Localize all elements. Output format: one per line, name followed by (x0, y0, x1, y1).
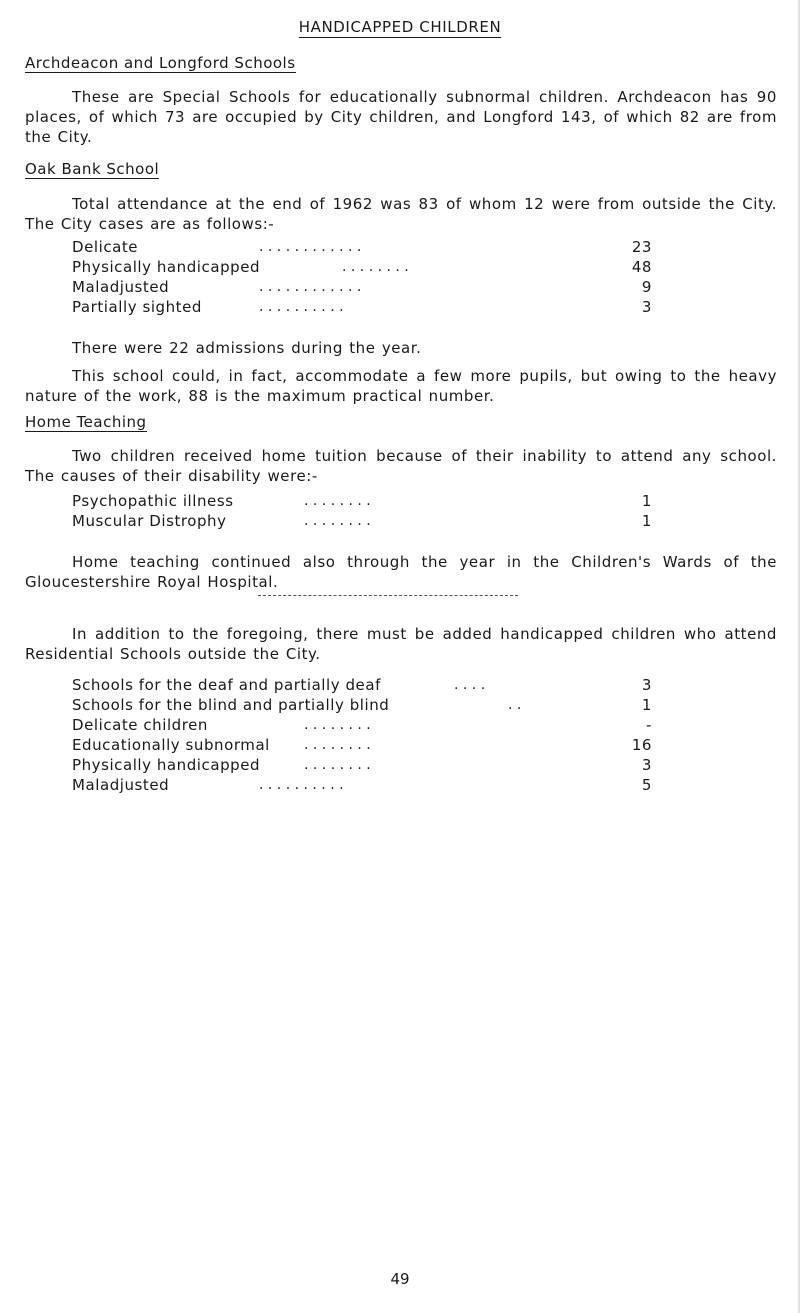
row-label: Maladjusted (72, 278, 170, 296)
row-value: 48 (631, 258, 652, 276)
capacity-text: This school could, in fact, accommodate a few more pupils, but owing to the heavy nature of the work, 88 is the maximum practical number. (25, 367, 777, 405)
table-row (72, 491, 652, 511)
table-row (72, 511, 652, 531)
archdeacon-heading-text: Archdeacon and Longford Schools (25, 54, 296, 72)
row-leader-dots: . . . . . . . . (304, 717, 371, 733)
row-value: 9 (641, 278, 652, 296)
page-title-text: HANDICAPPED CHILDREN (298, 18, 502, 36)
row-leader-dots: . . . . . . . . . . (259, 777, 344, 793)
row-leader-dots: . . . . . . . . (304, 493, 371, 509)
row-value: 5 (641, 776, 652, 794)
home-teaching-heading (25, 413, 147, 431)
oak-bank-heading-text: Oak Bank School (25, 160, 160, 178)
home-teaching-continued (25, 552, 777, 592)
archdeacon-paragraph (25, 87, 777, 147)
row-value: 3 (641, 298, 652, 316)
table-row (72, 695, 652, 715)
oak-bank-paragraph-text: Total attendance at the end of 1962 was 83 of whom 12 were from outside the City. The City cases are as follows:- (25, 195, 777, 233)
row-leader-dots: . . . . . . . . . . . . (259, 239, 362, 255)
row-label: Schools for the deaf and partially deaf (72, 676, 381, 694)
row-value: - (646, 716, 652, 734)
table-row (72, 297, 652, 317)
row-leader-dots: . . . . . . . . (304, 757, 371, 773)
row-value: 1 (641, 512, 652, 530)
oak-bank-paragraph (25, 194, 777, 234)
page-number: 49 (390, 1270, 410, 1288)
row-label: Schools for the blind and partially blind (72, 696, 390, 714)
page-title (0, 18, 800, 36)
row-leader-dots: . . . . . . . . . . . . (259, 279, 362, 295)
oak-bank-heading (25, 160, 159, 178)
row-label: Educationally subnormal (72, 736, 270, 754)
row-leader-dots: . . . . . . . . (304, 513, 371, 529)
home-teaching-continued-text: Home teaching continued also through the year in the Children's Wards of the Gloucestershire Royal Hospital. (25, 553, 777, 591)
row-label: Physically handicapped (72, 756, 261, 774)
row-value: 3 (641, 756, 652, 774)
table-row (72, 675, 652, 695)
row-label: Physically handicapped (72, 258, 261, 276)
row-label: Partially sighted (72, 298, 202, 316)
home-teaching-paragraph (25, 446, 777, 486)
row-value: 16 (631, 736, 652, 754)
row-leader-dots: . . . . . . . . (304, 737, 371, 753)
archdeacon-paragraph-text: These are Special Schools for educationally subnormal children. Archdeacon has 90 places, of which 73 are occupied by City children, and Longford 143, of which 82 are from the City. (25, 88, 777, 146)
residential-paragraph-text: In addition to the foregoing, there must be added handicapped children who attend Residential Schools outside the City. (25, 625, 777, 663)
home-teaching-heading-text: Home Teaching (25, 413, 147, 431)
row-label: Psychopathic illness (72, 492, 234, 510)
residential-paragraph (25, 624, 777, 664)
archdeacon-heading (25, 54, 296, 72)
row-label: Maladjusted (72, 776, 170, 794)
row-leader-dots: . . . . . . . . (342, 259, 409, 275)
row-label: Muscular Distrophy (72, 512, 227, 530)
table-row (72, 715, 652, 735)
table-row (72, 257, 652, 277)
capacity-paragraph (25, 366, 777, 406)
row-label: Delicate (72, 238, 139, 256)
row-leader-dots: . . . . . . . . . . (259, 299, 344, 315)
row-value: 1 (641, 492, 652, 510)
row-value: 1 (641, 696, 652, 714)
table-row (72, 735, 652, 755)
table-row (72, 775, 652, 795)
table-row (72, 277, 652, 297)
row-value: 23 (631, 238, 652, 256)
row-leader-dots: . . . . (454, 677, 486, 693)
row-leader-dots: . . (508, 697, 522, 713)
table-row (72, 237, 652, 257)
section-divider (258, 595, 518, 596)
row-value: 3 (641, 676, 652, 694)
admissions-paragraph (25, 338, 777, 358)
admissions-text: There were 22 admissions during the year. (72, 339, 422, 357)
table-row (72, 755, 652, 775)
home-teaching-paragraph-text: Two children received home tuition because of their inability to attend any school. The causes of their disability were:- (25, 447, 777, 485)
row-label: Delicate children (72, 716, 208, 734)
